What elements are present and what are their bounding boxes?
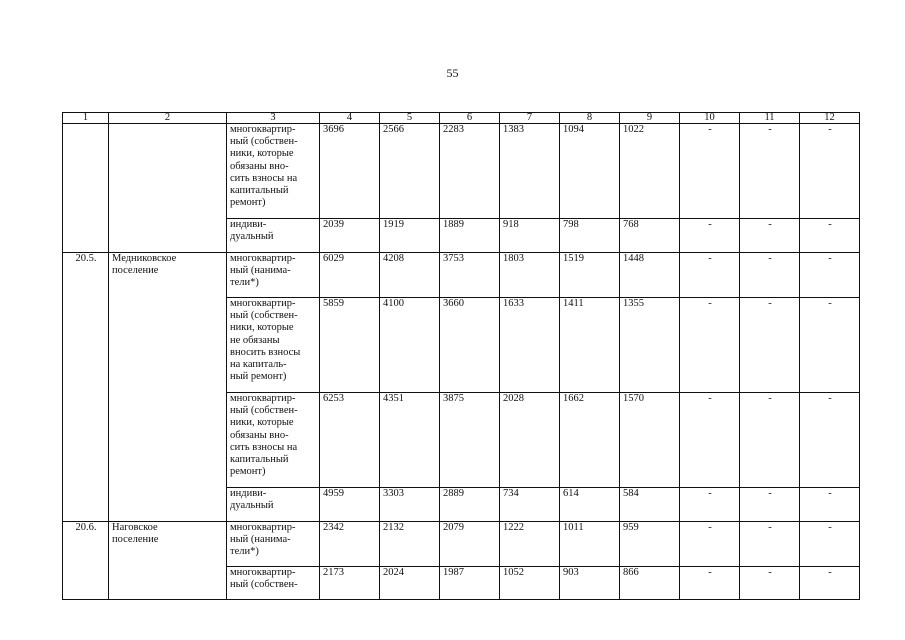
empty-value: - xyxy=(740,567,800,600)
settlement-name: Наговское поселение xyxy=(109,522,227,600)
tariff-value: 866 xyxy=(620,567,680,600)
empty-value: - xyxy=(740,219,800,253)
tariff-value: 6029 xyxy=(320,253,380,298)
tariff-table xyxy=(62,112,860,600)
column-header: 5 xyxy=(380,113,440,124)
column-header: 3 xyxy=(227,113,320,124)
settlement-number: 20.5. xyxy=(63,253,109,522)
tariff-value: 2889 xyxy=(440,488,500,522)
tariff-value: 6253 xyxy=(320,393,380,488)
tariff-value: 2283 xyxy=(440,124,500,219)
tariff-value: 734 xyxy=(500,488,560,522)
tariff-value: 1662 xyxy=(560,393,620,488)
empty-value: - xyxy=(800,488,860,522)
tariff-value: 2028 xyxy=(500,393,560,488)
empty-value: - xyxy=(800,219,860,253)
settlement-name xyxy=(109,124,227,253)
tariff-value: 5859 xyxy=(320,298,380,393)
table-row xyxy=(63,522,860,567)
tariff-value: 2342 xyxy=(320,522,380,567)
tariff-value: 2079 xyxy=(440,522,500,567)
empty-value: - xyxy=(680,253,740,298)
tariff-value: 2024 xyxy=(380,567,440,600)
page-number: 55 xyxy=(446,66,459,80)
tariff-value: 1052 xyxy=(500,567,560,600)
tariff-value: 614 xyxy=(560,488,620,522)
housing-type: многоквартир- ный (собствен- ники, которые обязаны вно- сить взносы на капитальный ремонт) xyxy=(227,124,320,219)
tariff-value: 903 xyxy=(560,567,620,600)
tariff-value: 918 xyxy=(500,219,560,253)
tariff-value: 1011 xyxy=(560,522,620,567)
housing-type: многоквартир- ный (собствен- ники, которые не обязаны вносить взносы на капиталь- ный ремонт) xyxy=(227,298,320,393)
empty-value: - xyxy=(740,253,800,298)
empty-value: - xyxy=(800,124,860,219)
column-header: 6 xyxy=(440,113,500,124)
tariff-value: 3875 xyxy=(440,393,500,488)
column-header: 9 xyxy=(620,113,680,124)
empty-value: - xyxy=(680,393,740,488)
tariff-value: 2132 xyxy=(380,522,440,567)
empty-value: - xyxy=(680,567,740,600)
settlement-name: Медниковское поселение xyxy=(109,253,227,522)
tariff-value: 1383 xyxy=(500,124,560,219)
empty-value: - xyxy=(800,522,860,567)
tariff-value: 1570 xyxy=(620,393,680,488)
empty-value: - xyxy=(740,522,800,567)
empty-value: - xyxy=(680,298,740,393)
tariff-value: 1987 xyxy=(440,567,500,600)
column-header: 1 xyxy=(63,113,109,124)
column-header: 7 xyxy=(500,113,560,124)
settlement-number xyxy=(63,124,109,253)
housing-type: индиви- дуальный xyxy=(227,219,320,253)
tariff-value: 2566 xyxy=(380,124,440,219)
tariff-value: 1355 xyxy=(620,298,680,393)
empty-value: - xyxy=(800,393,860,488)
table-row xyxy=(63,253,860,298)
empty-value: - xyxy=(680,522,740,567)
tariff-value: 3696 xyxy=(320,124,380,219)
tariff-value: 4959 xyxy=(320,488,380,522)
tariff-value: 2173 xyxy=(320,567,380,600)
empty-value: - xyxy=(680,488,740,522)
tariff-value: 959 xyxy=(620,522,680,567)
tariff-value: 1519 xyxy=(560,253,620,298)
tariff-value: 3753 xyxy=(440,253,500,298)
column-header: 12 xyxy=(800,113,860,124)
tariff-value: 3303 xyxy=(380,488,440,522)
column-header: 10 xyxy=(680,113,740,124)
tariff-value: 1094 xyxy=(560,124,620,219)
column-header: 11 xyxy=(740,113,800,124)
tariff-value: 1889 xyxy=(440,219,500,253)
tariff-value: 1022 xyxy=(620,124,680,219)
column-header: 8 xyxy=(560,113,620,124)
column-header: 4 xyxy=(320,113,380,124)
tariff-value: 1222 xyxy=(500,522,560,567)
housing-type: индиви- дуальный xyxy=(227,488,320,522)
housing-type: многоквартир- ный (нанима- тели*) xyxy=(227,522,320,567)
tariff-value: 3660 xyxy=(440,298,500,393)
tariff-value: 1411 xyxy=(560,298,620,393)
tariff-value: 798 xyxy=(560,219,620,253)
tariff-value: 1633 xyxy=(500,298,560,393)
settlement-number: 20.6. xyxy=(63,522,109,600)
empty-value: - xyxy=(740,124,800,219)
empty-value: - xyxy=(800,567,860,600)
tariff-value: 4100 xyxy=(380,298,440,393)
housing-type: многоквартир- ный (нанима- тели*) xyxy=(227,253,320,298)
tariff-value: 4351 xyxy=(380,393,440,488)
empty-value: - xyxy=(680,124,740,219)
housing-type: многоквартир- ный (собствен- xyxy=(227,567,320,600)
column-header: 2 xyxy=(109,113,227,124)
empty-value: - xyxy=(740,488,800,522)
empty-value: - xyxy=(800,298,860,393)
empty-value: - xyxy=(740,298,800,393)
tariff-value: 1919 xyxy=(380,219,440,253)
housing-type: многоквартир- ный (собствен- ники, которые обязаны вно- сить взносы на капитальный ремонт) xyxy=(227,393,320,488)
tariff-value: 1448 xyxy=(620,253,680,298)
column-number-row xyxy=(63,113,860,124)
tariff-value: 1803 xyxy=(500,253,560,298)
empty-value: - xyxy=(800,253,860,298)
tariff-value: 4208 xyxy=(380,253,440,298)
tariff-value: 2039 xyxy=(320,219,380,253)
table-row xyxy=(63,124,860,219)
tariff-value: 768 xyxy=(620,219,680,253)
empty-value: - xyxy=(680,219,740,253)
empty-value: - xyxy=(740,393,800,488)
tariff-value: 584 xyxy=(620,488,680,522)
